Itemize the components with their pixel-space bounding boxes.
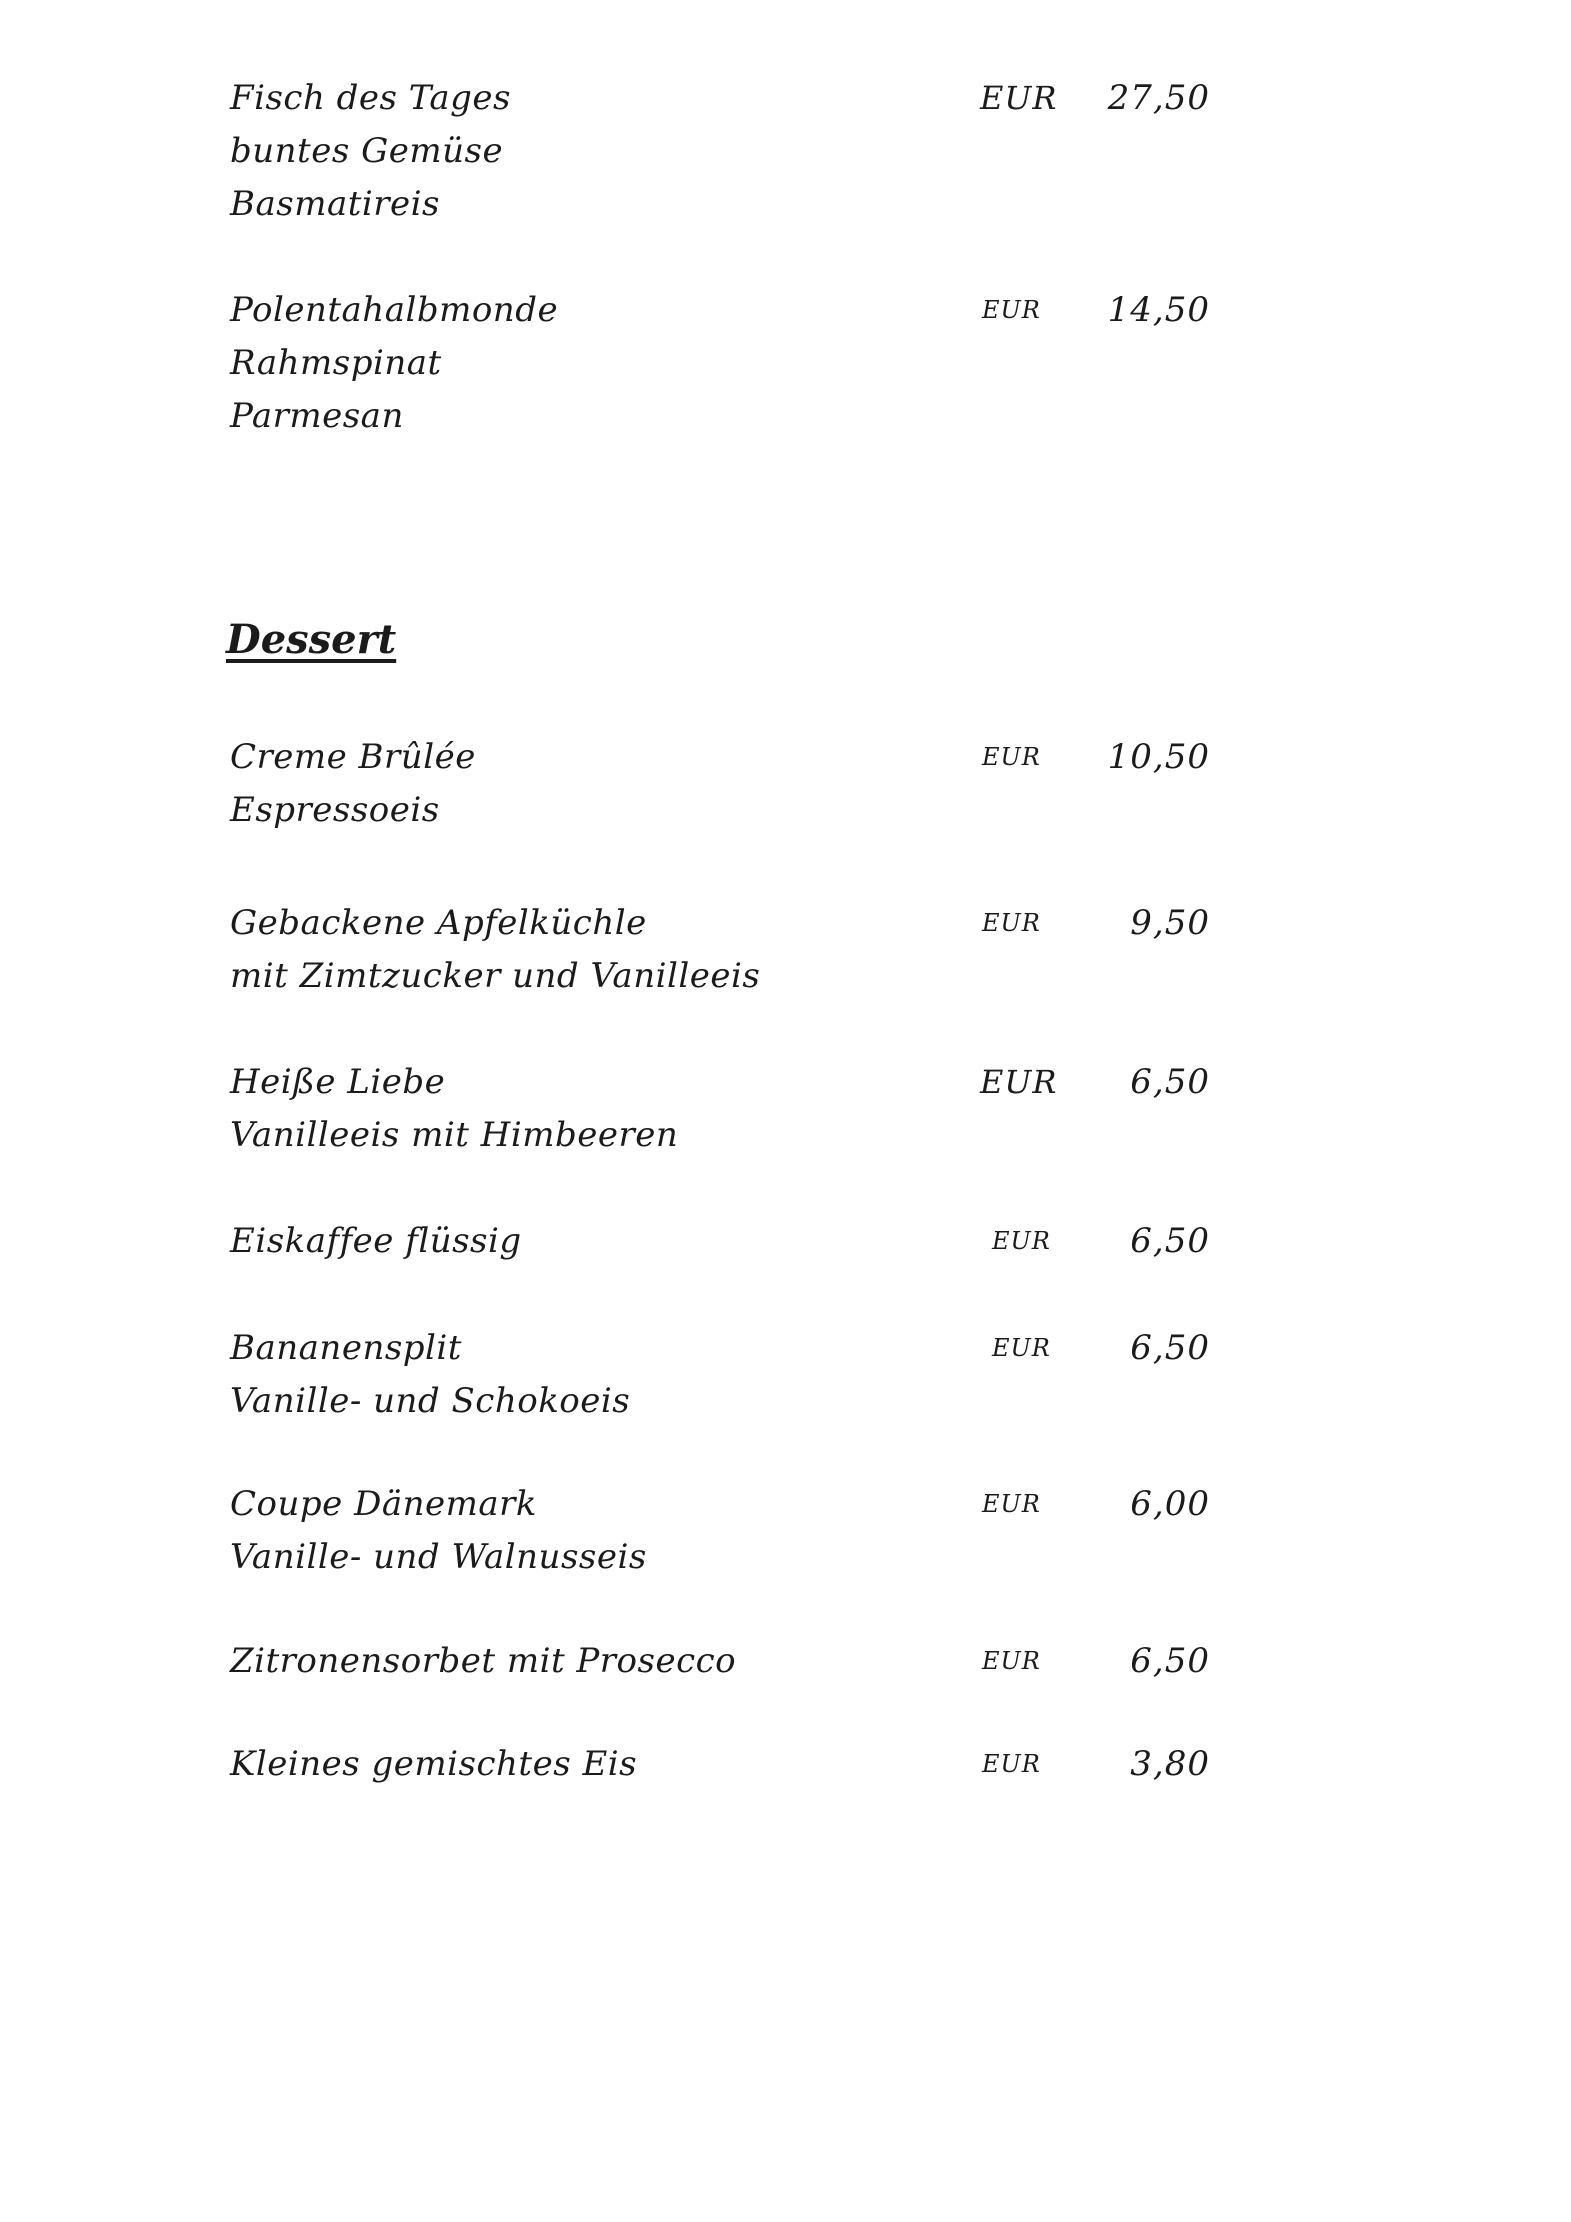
price: 6,50 — [1130, 1641, 1210, 1681]
dish-side: Vanille- und Schokoeis — [230, 1381, 631, 1421]
dessert-item — [230, 1478, 1210, 1584]
currency-label: EUR — [992, 1227, 1051, 1255]
dish-side: mit Zimtzucker und Vanilleeis — [230, 956, 761, 996]
dessert-item — [230, 1738, 1210, 1791]
price: 6,00 — [1130, 1484, 1210, 1524]
dish-name: Kleines gemischtes Eis — [230, 1744, 638, 1784]
section-heading-dessert: Dessert — [226, 616, 397, 663]
dish-name: Creme Brûlée — [230, 737, 476, 777]
dish-side: Vanille- und Walnusseis — [230, 1537, 647, 1577]
menu-item-polenta — [230, 284, 1210, 443]
dish-name: Zitronensorbet mit Prosecco — [230, 1641, 737, 1681]
dessert-item — [230, 1322, 1210, 1428]
dessert-item — [230, 1635, 1210, 1688]
currency-label: EUR — [980, 1063, 1058, 1101]
dessert-item — [230, 1056, 1210, 1162]
price: 27,50 — [1107, 78, 1210, 118]
dish-name: Bananensplit — [230, 1328, 462, 1368]
dish-side: Rahmspinat — [230, 343, 442, 383]
currency-label: EUR — [980, 79, 1058, 117]
currency-label: EUR — [982, 1750, 1041, 1778]
menu-item-fisch — [230, 72, 1210, 231]
dish-side: Espressoeis — [230, 790, 440, 830]
currency-label: EUR — [982, 296, 1041, 324]
dish-side: buntes Gemüse — [230, 131, 504, 171]
price: 6,50 — [1130, 1328, 1210, 1368]
currency-label: EUR — [982, 743, 1041, 771]
dish-name: Fisch des Tages — [230, 78, 511, 118]
price: 9,50 — [1130, 903, 1210, 943]
dish-side: Parmesan — [230, 396, 404, 436]
currency-label: EUR — [992, 1334, 1051, 1362]
dessert-item — [230, 731, 1210, 837]
price: 6,50 — [1130, 1221, 1210, 1261]
dish-side: Vanilleeis mit Himbeeren — [230, 1115, 679, 1155]
dish-side: Basmatireis — [230, 184, 440, 224]
currency-label: EUR — [982, 1647, 1041, 1675]
price: 10,50 — [1107, 737, 1210, 777]
dessert-item — [230, 1215, 1210, 1268]
currency-label: EUR — [982, 1490, 1041, 1518]
currency-label: EUR — [982, 909, 1041, 937]
price: 6,50 — [1130, 1062, 1210, 1102]
price: 14,50 — [1107, 290, 1210, 330]
dish-name: Heiße Liebe — [230, 1062, 446, 1102]
dish-name: Polentahalbmonde — [230, 290, 559, 330]
dessert-item — [230, 897, 1210, 1003]
dish-name: Gebackene Apfelküchle — [230, 903, 647, 943]
dish-name: Coupe Dänemark — [230, 1484, 537, 1524]
price: 3,80 — [1130, 1744, 1210, 1784]
dish-name: Eiskaffee flüssig — [230, 1221, 522, 1261]
